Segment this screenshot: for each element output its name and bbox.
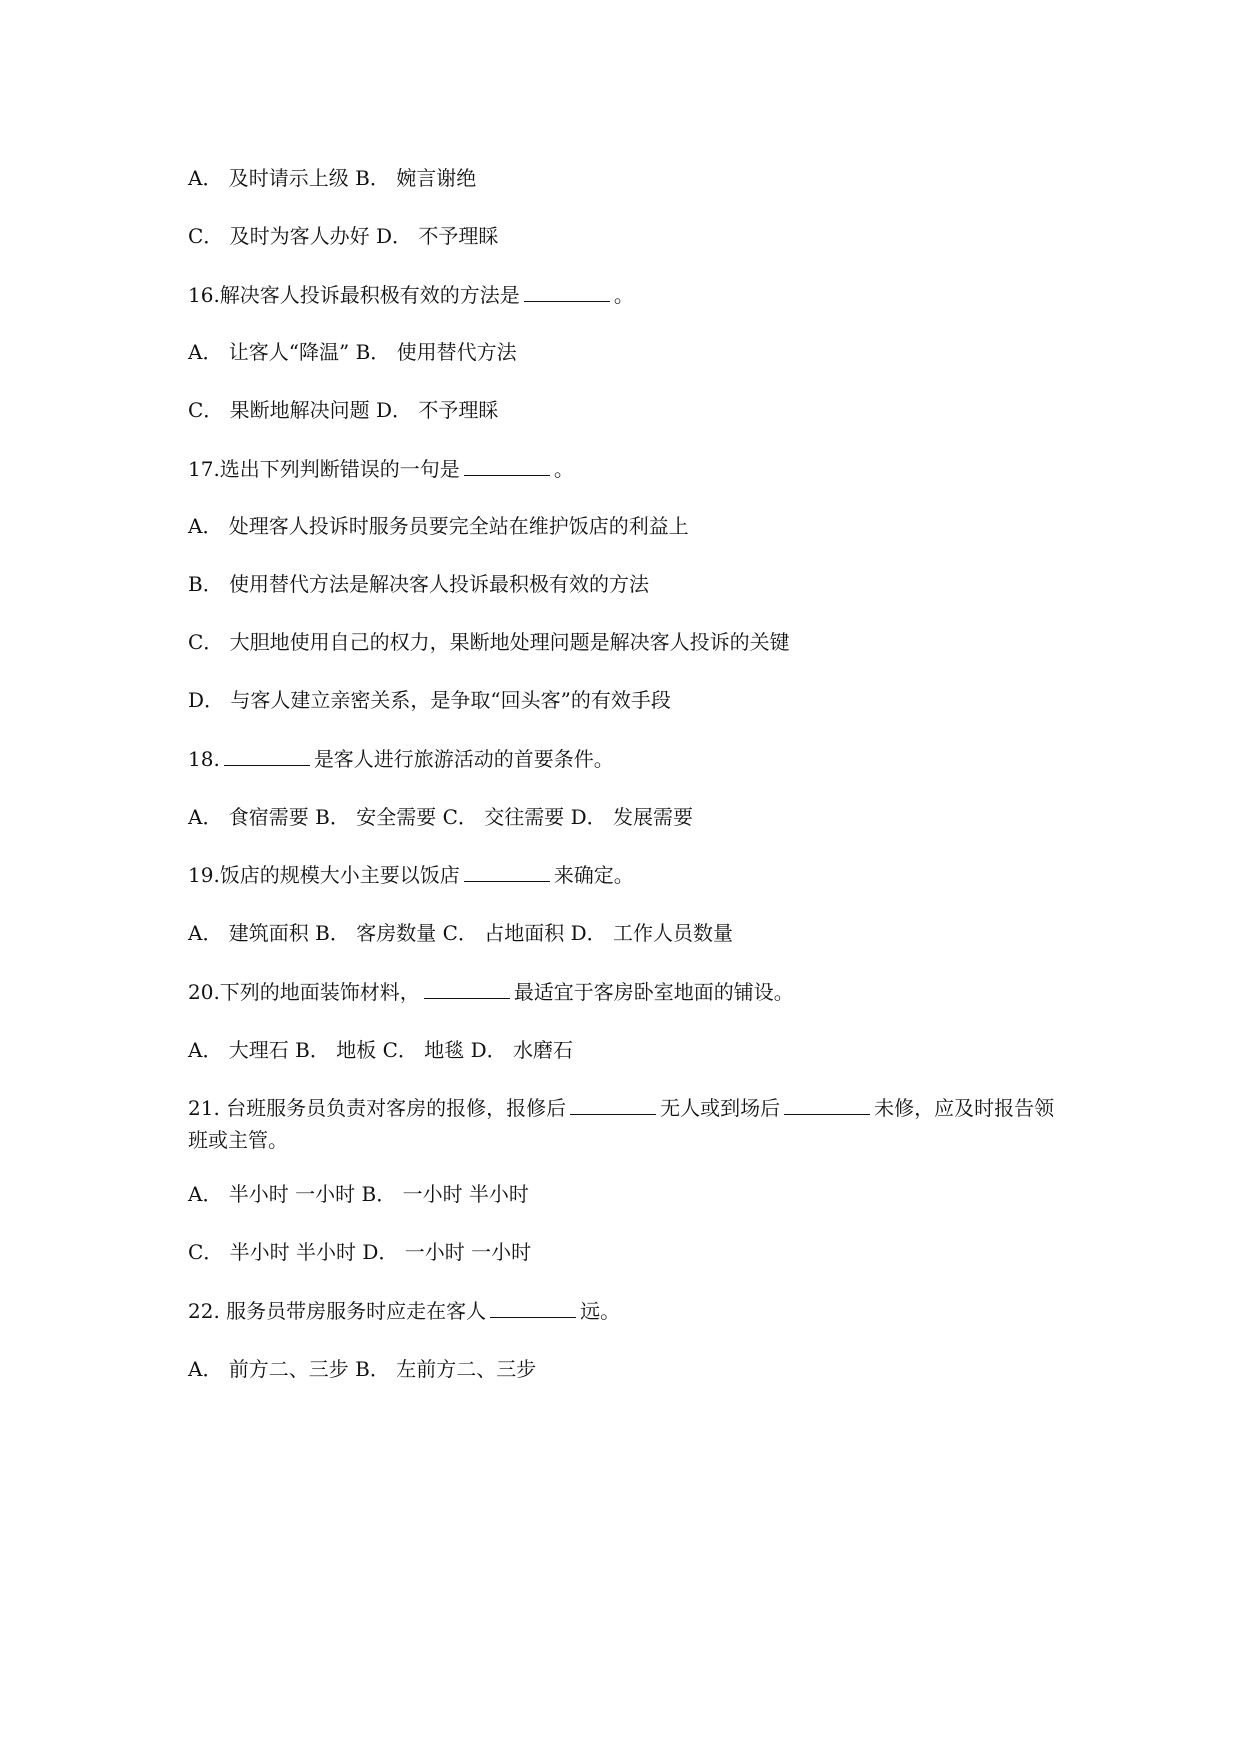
q16-options-ab: A． 让客人“降温” B． 使用替代方法 bbox=[188, 340, 517, 364]
q15-options-cd: C． 及时为客人办好 D． 不予理睬 bbox=[188, 224, 499, 248]
question-20: 20.下列的地面装饰材料， 最适宜于客房卧室地面的铺设。 bbox=[188, 980, 794, 1004]
answer-blank bbox=[424, 980, 510, 999]
q17-option-d: D． 与客人建立亲密关系，是争取“回头客”的有效手段 bbox=[188, 688, 671, 712]
question-17: 17.选出下列判断错误的一句是 。 bbox=[188, 457, 574, 481]
question-19: 19.饭店的规模大小主要以饭店 来确定。 bbox=[188, 863, 634, 887]
answer-blank bbox=[464, 863, 550, 882]
q21-options-ab: A． 半小时 一小时 B． 一小时 半小时 bbox=[188, 1182, 529, 1206]
q16-options-cd: C． 果断地解决问题 D． 不予理睬 bbox=[188, 398, 499, 422]
q21-options-cd: C． 半小时 半小时 D． 一小时 一小时 bbox=[188, 1240, 532, 1264]
answer-blank bbox=[524, 283, 610, 302]
answer-blank bbox=[464, 457, 550, 476]
q15-options-ab: A． 及时请示上级 B． 婉言谢绝 bbox=[188, 166, 477, 190]
q19-options: A． 建筑面积 B． 客房数量 C． 占地面积 D． 工作人员数量 bbox=[188, 921, 733, 945]
answer-blank bbox=[490, 1299, 576, 1318]
question-16: 16.解决客人投诉最积极有效的方法是 。 bbox=[188, 283, 634, 307]
q20-options: A． 大理石 B． 地板 C． 地毯 D． 水磨石 bbox=[188, 1038, 573, 1062]
question-18: 18. 是客人进行旅游活动的首要条件。 bbox=[188, 747, 614, 771]
question-21: 21. 台班服务员负责对客房的报修，报修后 无人或到场后 未修，应及时报告领班或主管。 bbox=[188, 1096, 1055, 1152]
answer-blank bbox=[570, 1096, 656, 1115]
q22-options-ab: A． 前方二、三步 B． 左前方二、三步 bbox=[188, 1357, 537, 1381]
q18-options: A． 食宿需要 B． 安全需要 C． 交往需要 D． 发展需要 bbox=[188, 805, 693, 829]
q17-option-b: B． 使用替代方法是解决客人投诉最积极有效的方法 bbox=[188, 572, 650, 596]
q17-option-c: C． 大胆地使用自己的权力，果断地处理问题是解决客人投诉的关键 bbox=[188, 630, 790, 654]
q17-option-a: A． 处理客人投诉时服务员要完全站在维护饭店的利益上 bbox=[188, 514, 689, 538]
answer-blank bbox=[784, 1096, 870, 1115]
question-22: 22. 服务员带房服务时应走在客人 远。 bbox=[188, 1299, 621, 1323]
answer-blank bbox=[224, 747, 310, 766]
